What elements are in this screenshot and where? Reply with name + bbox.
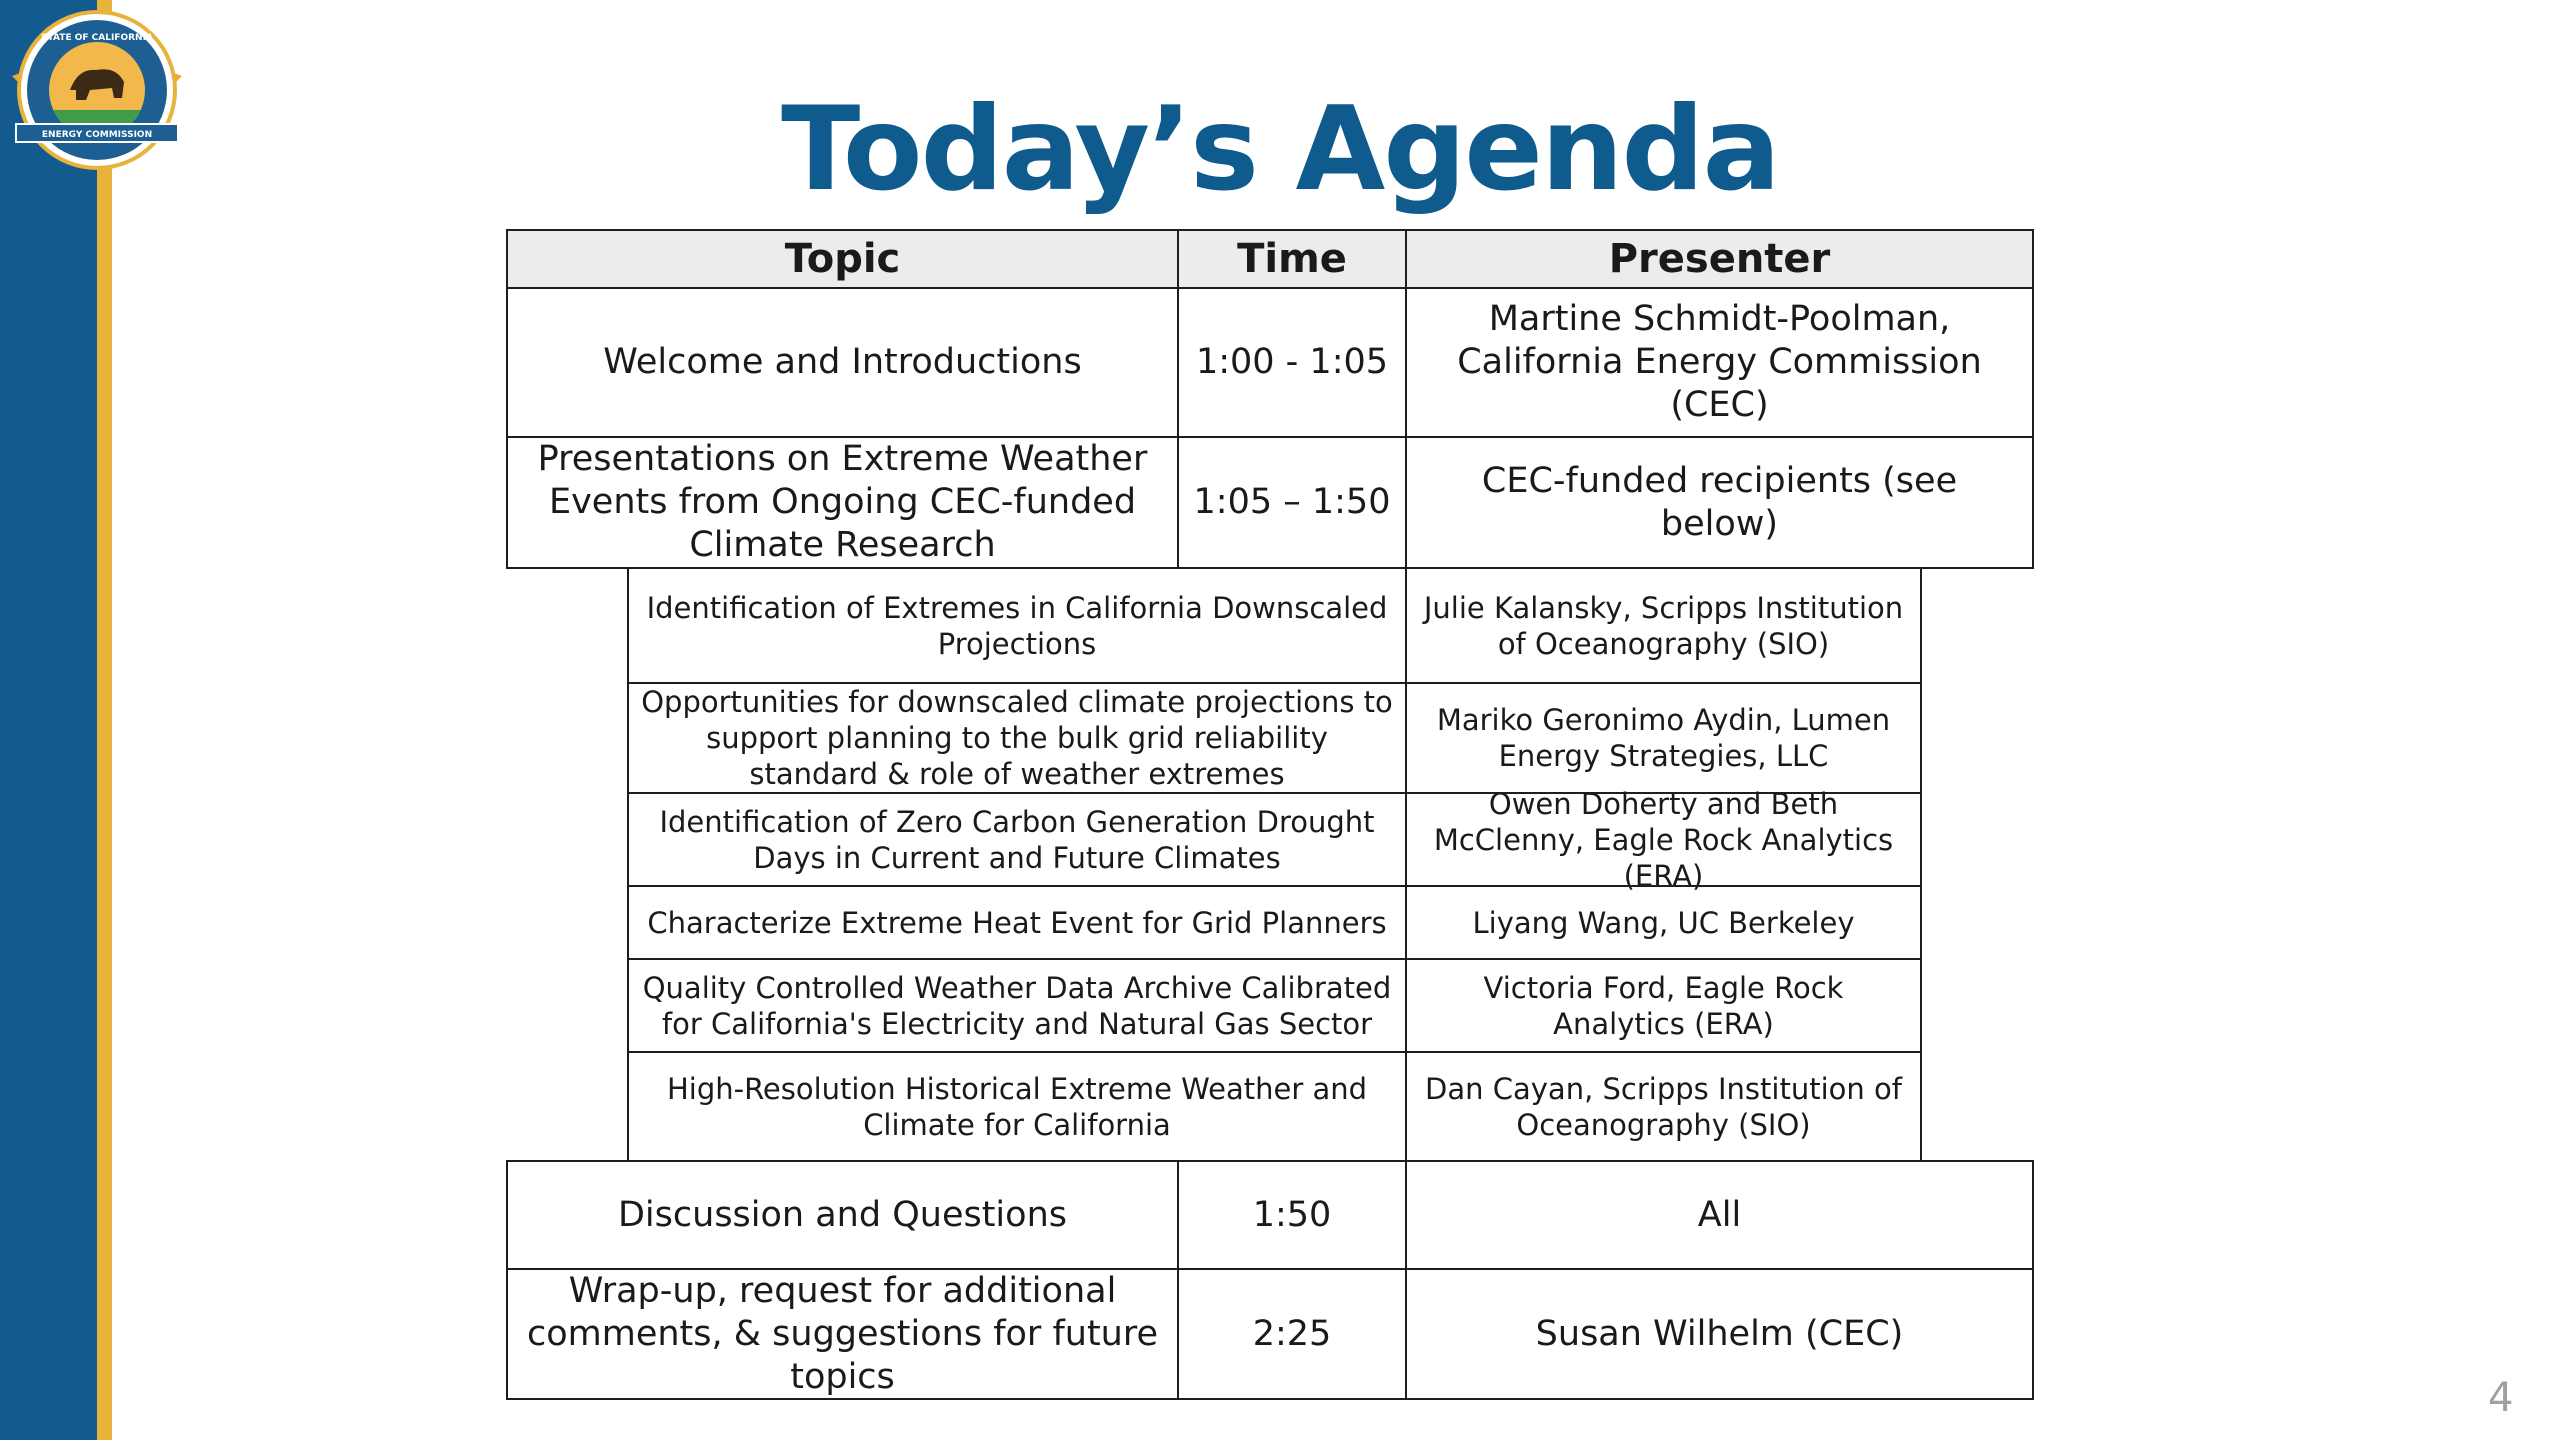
- subrow-4-topic: Characterize Extreme Heat Event for Grid Planners: [627, 885, 1407, 960]
- row-2-time: 1:05 – 1:50: [1177, 436, 1407, 569]
- row-4-presenter: Susan Wilhelm (CEC): [1405, 1268, 2034, 1400]
- row-1-topic: Welcome and Introductions: [506, 287, 1179, 438]
- subrow-3-presenter: Owen Doherty and Beth McClenny, Eagle Rock Analytics (ERA): [1405, 792, 1922, 887]
- subrow-1-topic: Identification of Extremes in California Downscaled Projections: [627, 567, 1407, 684]
- row-1-presenter: Martine Schmidt-Poolman, California Energy Commission (CEC): [1405, 287, 2034, 438]
- subrow-4-presenter: Liyang Wang, UC Berkeley: [1405, 885, 1922, 960]
- subrow-2-topic: Opportunities for downscaled climate projections to support planning to the bulk grid reliability standard & role of weather extremes: [627, 682, 1407, 794]
- row-4-topic: Wrap-up, request for additional comments, & suggestions for future topics: [506, 1268, 1179, 1400]
- header-topic: Topic: [506, 229, 1179, 289]
- row-3-time: 1:50: [1177, 1160, 1407, 1270]
- page-number: 4: [2488, 1375, 2514, 1421]
- row-2-topic: Presentations on Extreme Weather Events from Ongoing CEC-funded Climate Research: [506, 436, 1179, 569]
- subrow-5-presenter: Victoria Ford, Eagle Rock Analytics (ERA): [1405, 958, 1922, 1053]
- seal-top-text: STATE OF CALIFORNIA: [41, 33, 153, 43]
- row-4-time: 2:25: [1177, 1268, 1407, 1400]
- slide-title: Today’s Agenda: [781, 82, 1779, 217]
- header-time: Time: [1177, 229, 1407, 289]
- subrow-3-topic: Identification of Zero Carbon Generation Drought Days in Current and Future Climates: [627, 792, 1407, 887]
- subrow-6-presenter: Dan Cayan, Scripps Institution of Oceanography (SIO): [1405, 1051, 1922, 1162]
- subrow-2-presenter: Mariko Geronimo Aydin, Lumen Energy Strategies, LLC: [1405, 682, 1922, 794]
- row-1-time: 1:00 - 1:05: [1177, 287, 1407, 438]
- subrow-5-topic: Quality Controlled Weather Data Archive Calibrated for California's Electricity and Natural Gas Sector: [627, 958, 1407, 1053]
- row-3-presenter: All: [1405, 1160, 2034, 1270]
- seal-bottom-text: ENERGY COMMISSION: [41, 130, 153, 140]
- row-3-topic: Discussion and Questions: [506, 1160, 1179, 1270]
- row-2-presenter: CEC-funded recipients (see below): [1405, 436, 2034, 569]
- subrow-6-topic: High-Resolution Historical Extreme Weather and Climate for California: [627, 1051, 1407, 1162]
- header-presenter: Presenter: [1405, 229, 2034, 289]
- subrow-1-presenter: Julie Kalansky, Scripps Institution of Oceanography (SIO): [1405, 567, 1922, 684]
